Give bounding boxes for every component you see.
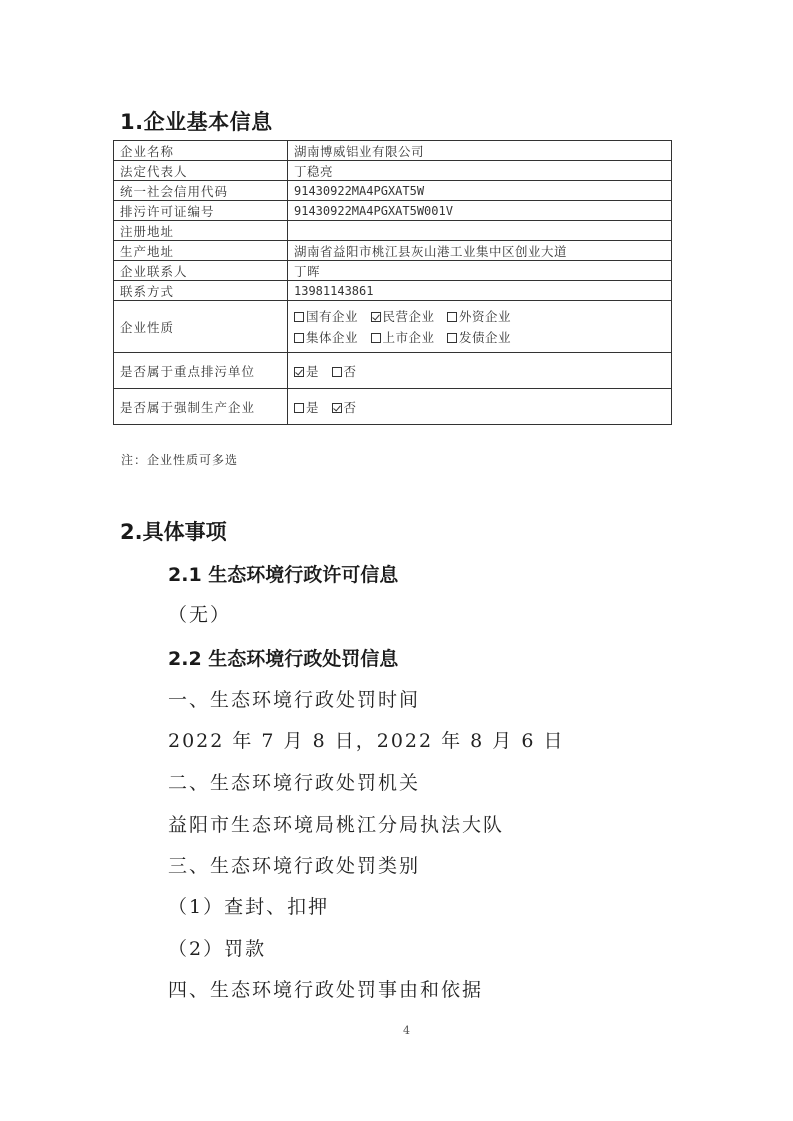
table-row bbox=[114, 261, 672, 281]
checkbox-icon bbox=[294, 312, 304, 322]
row-value: 丁晖 bbox=[288, 261, 672, 281]
row-label: 企业名称 bbox=[114, 141, 288, 161]
option-yes[interactable] bbox=[294, 398, 319, 416]
body-line: 益阳市生态环境局桃江分局执法大队 bbox=[168, 814, 505, 836]
checkbox-icon bbox=[447, 333, 457, 343]
option-label: 否 bbox=[343, 363, 357, 379]
body-line: （1）查封、扣押 bbox=[168, 896, 330, 918]
subsection-2-1-title: 2.1 生态环境行政许可信息 bbox=[168, 564, 399, 586]
table-row bbox=[114, 241, 672, 261]
row-value: 湖南博威铝业有限公司 bbox=[288, 141, 672, 161]
mandatory-options bbox=[288, 389, 672, 425]
table-row-key-polluter bbox=[114, 353, 672, 389]
table-row-mandatory bbox=[114, 389, 672, 425]
checkbox-icon bbox=[332, 367, 342, 377]
row-label: 企业联系人 bbox=[114, 261, 288, 281]
option-label: 外资企业 bbox=[459, 308, 512, 324]
option-label: 是 bbox=[306, 363, 320, 379]
option-listed[interactable] bbox=[371, 327, 435, 348]
row-label: 企业性质 bbox=[114, 301, 288, 353]
table-row bbox=[114, 161, 672, 181]
option-state-owned[interactable] bbox=[294, 306, 358, 327]
option-private[interactable] bbox=[371, 306, 435, 327]
checkbox-icon bbox=[447, 312, 457, 322]
option-yes[interactable] bbox=[294, 362, 319, 380]
key-polluter-options bbox=[288, 353, 672, 389]
table-row-nature bbox=[114, 301, 672, 353]
table-row bbox=[114, 281, 672, 301]
row-value: 91430922MA4PGXAT5W001V bbox=[288, 201, 672, 221]
row-value: 湖南省益阳市桃江县灰山港工业集中区创业大道 bbox=[288, 241, 672, 261]
option-label: 发债企业 bbox=[459, 329, 512, 345]
row-value: 丁稳亮 bbox=[288, 161, 672, 181]
option-collective[interactable] bbox=[294, 327, 358, 348]
company-info-table bbox=[113, 140, 672, 425]
body-line: 四、生态环境行政处罚事由和依据 bbox=[168, 979, 484, 1001]
checkbox-icon bbox=[294, 403, 304, 413]
page-number: 4 bbox=[403, 1024, 410, 1037]
row-label: 联系方式 bbox=[114, 281, 288, 301]
row-label: 法定代表人 bbox=[114, 161, 288, 181]
subsection-2-2-title: 2.2 生态环境行政处罚信息 bbox=[168, 648, 399, 670]
section1-title: 1.企业基本信息 bbox=[120, 110, 273, 134]
option-label: 上市企业 bbox=[382, 329, 435, 345]
checkbox-icon bbox=[332, 403, 342, 413]
checkbox-icon bbox=[371, 312, 381, 322]
row-value: 91430922MA4PGXAT5W bbox=[288, 181, 672, 201]
table-row bbox=[114, 181, 672, 201]
row-label: 是否属于强制生产企业 bbox=[114, 389, 288, 425]
row-value: 13981143861 bbox=[288, 281, 672, 301]
option-no[interactable] bbox=[332, 362, 357, 380]
option-label: 民营企业 bbox=[382, 308, 435, 324]
checkbox-icon bbox=[371, 333, 381, 343]
row-value bbox=[288, 221, 672, 241]
body-line: （2）罚款 bbox=[168, 938, 267, 960]
checkbox-icon bbox=[294, 333, 304, 343]
subsection-2-1-content: （无） bbox=[168, 604, 232, 626]
table-row bbox=[114, 221, 672, 241]
row-label: 注册地址 bbox=[114, 221, 288, 241]
row-label: 是否属于重点排污单位 bbox=[114, 353, 288, 389]
option-label: 国有企业 bbox=[306, 308, 359, 324]
checkbox-icon bbox=[294, 367, 304, 377]
table-row bbox=[114, 201, 672, 221]
option-label: 否 bbox=[343, 399, 357, 415]
body-line: 2022 年 7 月 8 日，2022 年 8 月 6 日 bbox=[168, 730, 565, 752]
option-bond[interactable] bbox=[447, 327, 511, 348]
section2-title: 2.具体事项 bbox=[120, 520, 227, 544]
option-label: 集体企业 bbox=[306, 329, 359, 345]
table-row bbox=[114, 141, 672, 161]
body-line: 一、生态环境行政处罚时间 bbox=[168, 689, 421, 711]
body-line: 二、生态环境行政处罚机关 bbox=[168, 772, 421, 794]
row-label: 统一社会信用代码 bbox=[114, 181, 288, 201]
row-label: 排污许可证编号 bbox=[114, 201, 288, 221]
body-line: 三、生态环境行政处罚类别 bbox=[168, 855, 421, 877]
option-label: 是 bbox=[306, 399, 320, 415]
table-note: 注：企业性质可多选 bbox=[121, 453, 239, 467]
option-no[interactable] bbox=[332, 398, 357, 416]
nature-options bbox=[288, 301, 672, 353]
option-foreign[interactable] bbox=[447, 306, 511, 327]
row-label: 生产地址 bbox=[114, 241, 288, 261]
